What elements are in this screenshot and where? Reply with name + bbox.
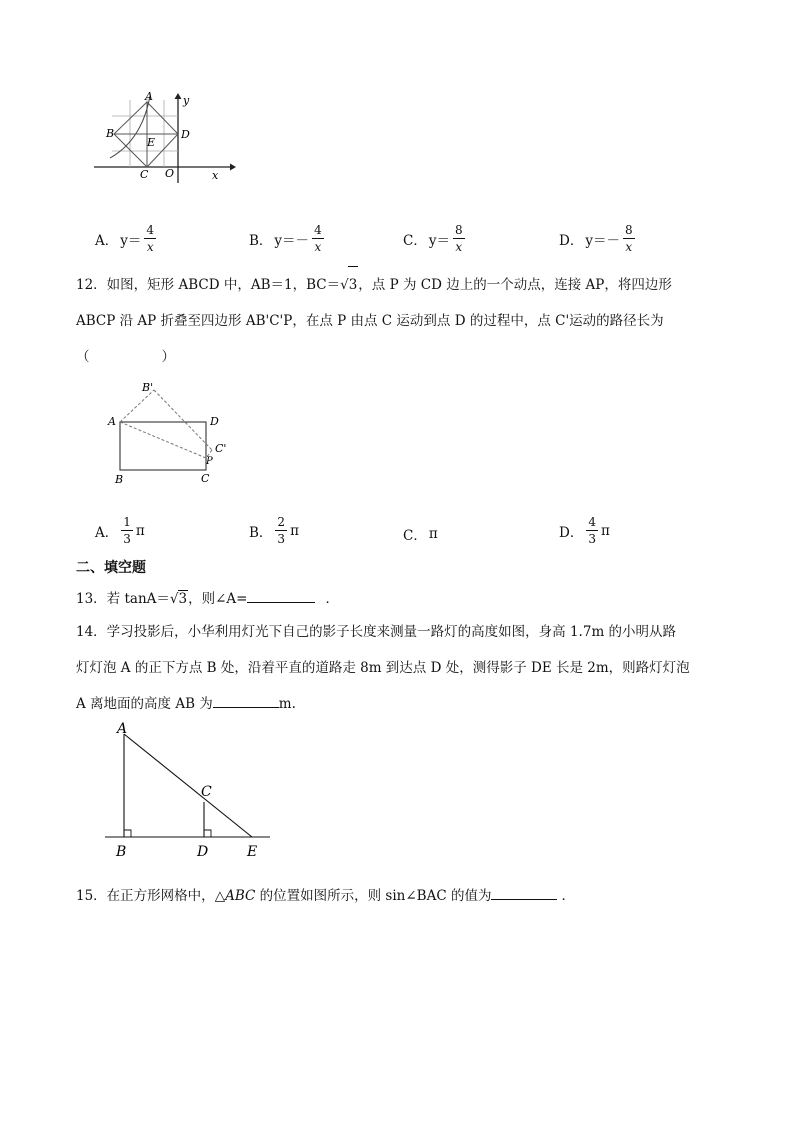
rectangle-abcd: [120, 422, 206, 470]
q13-answer-blank[interactable]: [247, 588, 315, 603]
q11-option-b[interactable]: B． y＝－ $\frac{4}{x}$: [249, 223, 322, 254]
q15-answer-blank[interactable]: [491, 885, 557, 900]
q12-line1: 12．如图，矩形 ABCD 中，AB＝1，BC＝√3，点 P 为 CD 边上的一个动点，连接 AP，将四边形: [76, 266, 726, 303]
q12-option-d[interactable]: D． $\frac{4}{3}$ π: [559, 515, 610, 546]
question-14: [76, 614, 726, 722]
q12-answer-paren: （ ）: [76, 349, 175, 365]
q11-option-d[interactable]: D． y＝－ $\frac{8}{x}$: [559, 223, 633, 254]
q11-option-a[interactable]: A． y＝ $\frac{4}{x}$: [95, 223, 155, 254]
label-bprime: B': [142, 381, 154, 394]
label-a: A: [117, 721, 128, 737]
label-p: P: [206, 456, 213, 467]
label-b: B: [116, 844, 127, 860]
label-y: y: [183, 94, 190, 107]
label-b: B: [115, 473, 124, 486]
y-axis-arrow: [175, 93, 182, 99]
label-c: C: [201, 784, 212, 800]
figure-q14: [100, 718, 280, 866]
label-d: D: [197, 844, 209, 860]
section-heading: 二、填空题: [76, 560, 146, 576]
label-a: A: [108, 415, 116, 428]
x-axis-arrow: [230, 164, 236, 171]
q14-line2: 灯灯泡 A 的正下方点 B 处，沿着平直的道路走 8m 到达点 D 处，测得影子 DE 长是 2m，则路灯灯泡: [76, 660, 690, 676]
q11-option-c[interactable]: C． y＝ $\frac{8}{x}$: [403, 223, 463, 254]
question-12: [76, 266, 726, 375]
label-c: C: [140, 168, 149, 181]
label-e: E: [247, 844, 258, 860]
question-15: 15．在正方形网格中，△ABC 的位置如图所示，则 sin∠BAC 的值为 ．: [76, 884, 575, 904]
label-o: O: [165, 167, 175, 180]
label-d: D: [210, 415, 219, 428]
label-b: B: [106, 127, 115, 140]
q12-option-a[interactable]: A． $\frac{1}{3}$ π: [95, 515, 145, 546]
figure-q12: [104, 378, 234, 488]
q12-option-b[interactable]: B． $\frac{2}{3}$ π: [249, 515, 299, 546]
q14-line3: A 离地面的高度 AB 为 m.: [76, 686, 726, 722]
label-a: A: [145, 90, 153, 103]
label-e: E: [147, 136, 156, 149]
light-ray-ae: [124, 734, 252, 837]
q14-answer-blank[interactable]: [213, 693, 279, 708]
right-angle-d: [204, 830, 211, 837]
label-d: D: [181, 128, 190, 141]
label-c: C: [201, 472, 210, 485]
q14-line1: 14．学习投影后，小华利用灯光下自己的影子长度来测量一路灯的高度如图，身高 1.7m 的小明从路: [76, 624, 677, 640]
right-angle-b: [124, 830, 131, 837]
q12-line2: ABCP 沿 AP 折叠至四边形 AB'C'P，在点 P 由点 C 运动到点 D 的过程中，点 C'运动的路径长为: [76, 313, 664, 329]
label-cprime: C': [215, 442, 227, 455]
q12-option-c[interactable]: C． π: [403, 526, 438, 544]
label-x: x: [212, 169, 219, 182]
question-13: 13．若 tanA＝√3，则∠A= ．: [76, 587, 339, 607]
figure-q11: [90, 88, 240, 188]
